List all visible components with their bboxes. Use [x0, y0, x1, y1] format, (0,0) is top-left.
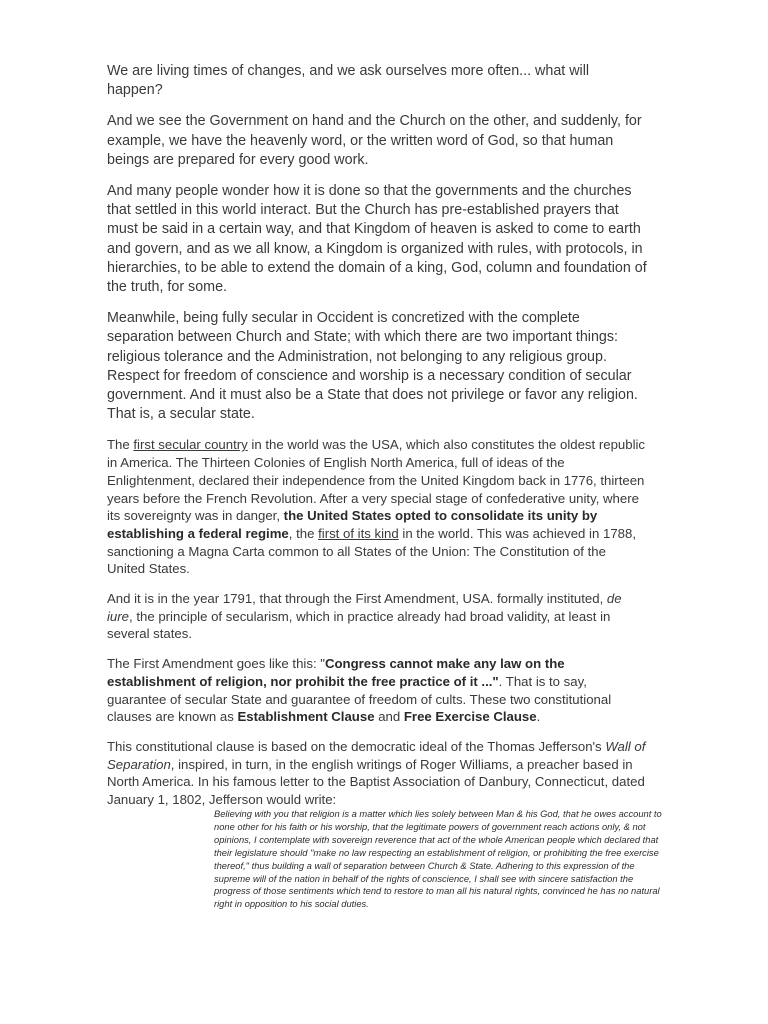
paragraph-5 [107, 436, 647, 578]
text-span: in the world was the USA, which also constitutes the oldest republic in America. The Thirteen Colonies of English North America, full of ideas of the Enlightenment, declared their independence from the United Kingdom back in 1776, thirteen years before the French Revolution. After a very special stage of confederative unity, where its sovereignty was in danger, [107, 437, 646, 524]
bold-text: the United States opted to consolidate its unity by establishing a federal regime [107, 508, 598, 541]
text-span: And it is in the year 1791, that through the First Amendment, USA. formally instituted, [107, 591, 607, 607]
text-span: , the [288, 525, 319, 541]
text-span: in the world. This was achieved in 1788, sanctioning a Magna Carta common to all States of the Union: The Constitution of the United States. [107, 525, 636, 577]
document-body [107, 62, 647, 821]
italic-text: de iure [107, 591, 622, 624]
text-span: The First Amendment goes like this: " [107, 656, 325, 672]
paragraph-1: We are living times of changes, and we ask ourselves more often... what will happen? [107, 63, 590, 99]
italic-text: Wall of Separation [107, 739, 646, 772]
text-span: and [374, 709, 404, 725]
text-span: , the principle of secularism, which in practice already had broad validity, at least in several states. [107, 608, 611, 642]
bold-text: Establishment Clause [237, 709, 375, 725]
bold-text: Congress cannot make any law on the establishment of religion, nor prohibit the free practice of it ..." [107, 656, 565, 689]
paragraph-4: Meanwhile, being fully secular in Occident is concretized with the complete separation between Church and State; with which there are two important things: religious tolerance and the Administration, not belonging to any religious group. Respect for freedom of conscience and worship is a necessary condition of secular government. And it must also be a State that does not privilege or favor any religion. That is, a secular state. [107, 310, 638, 423]
paragraph-6 [107, 590, 647, 643]
jefferson-quote: Believing with you that religion is a matter which lies solely between Man & his God, that he owes account to none other for his faith or his worship, that the legitimate powers of government reach actions only, & not opinions, I contemplate with sovereign reverence that act of the whole American people which declared that their legislature should "make no law respecting an establishment of religion, or prohibiting the free exercise thereof," thus building a wall of separation between Church & State. Adhering to this expression of the supreme will of the nation in behalf of the rights of conscience, I shall see with sincere satisfaction the progress of those sentiments which tend to restore to man all his natural rights, convinced he has no natural right in opposition to his social duties. [214, 809, 662, 910]
bold-text: Free Exercise Clause [403, 709, 537, 725]
link-first-of-its-kind[interactable]: first of its kind [318, 525, 399, 541]
paragraph-8 [107, 738, 647, 809]
paragraph-2: And we see the Government on hand and the Church on the other, and suddenly, for example, we have the heavenly word, or the written word of God, so that human beings are prepared for every good work. [107, 113, 642, 168]
text-span: This constitutional clause is based on the democratic ideal of the Thomas Jefferson's [107, 739, 606, 754]
link-first-secular-country[interactable]: first secular country [133, 437, 248, 453]
text-span: , inspired, in turn, in the english writings of Roger Williams, a preacher based in North America. In his famous letter to the Baptist Association of Danbury, Connecticut, dated January 1, 1802, Jefferson would write: [107, 756, 645, 808]
text-span: . That is to say, guarantee of secular State and guarantee of freedom of cults. These two constitutional clauses are known as [107, 673, 612, 725]
text-span: The [107, 437, 134, 453]
paragraph-3: And many people wonder how it is done so that the governments and the churches that settled in this world interact. But the Church has pre-established prayers that must be said in a certain way, and that Kingdom of heaven is asked to come to earth and govern, and as we all know, a Kingdom is organized with rules, with protocols, in hierarchies, to be able to extend the domain of a king, God, column and foundation of the truth, for some. [107, 183, 647, 296]
text-span: . [536, 709, 541, 725]
paragraph-7 [107, 655, 647, 726]
